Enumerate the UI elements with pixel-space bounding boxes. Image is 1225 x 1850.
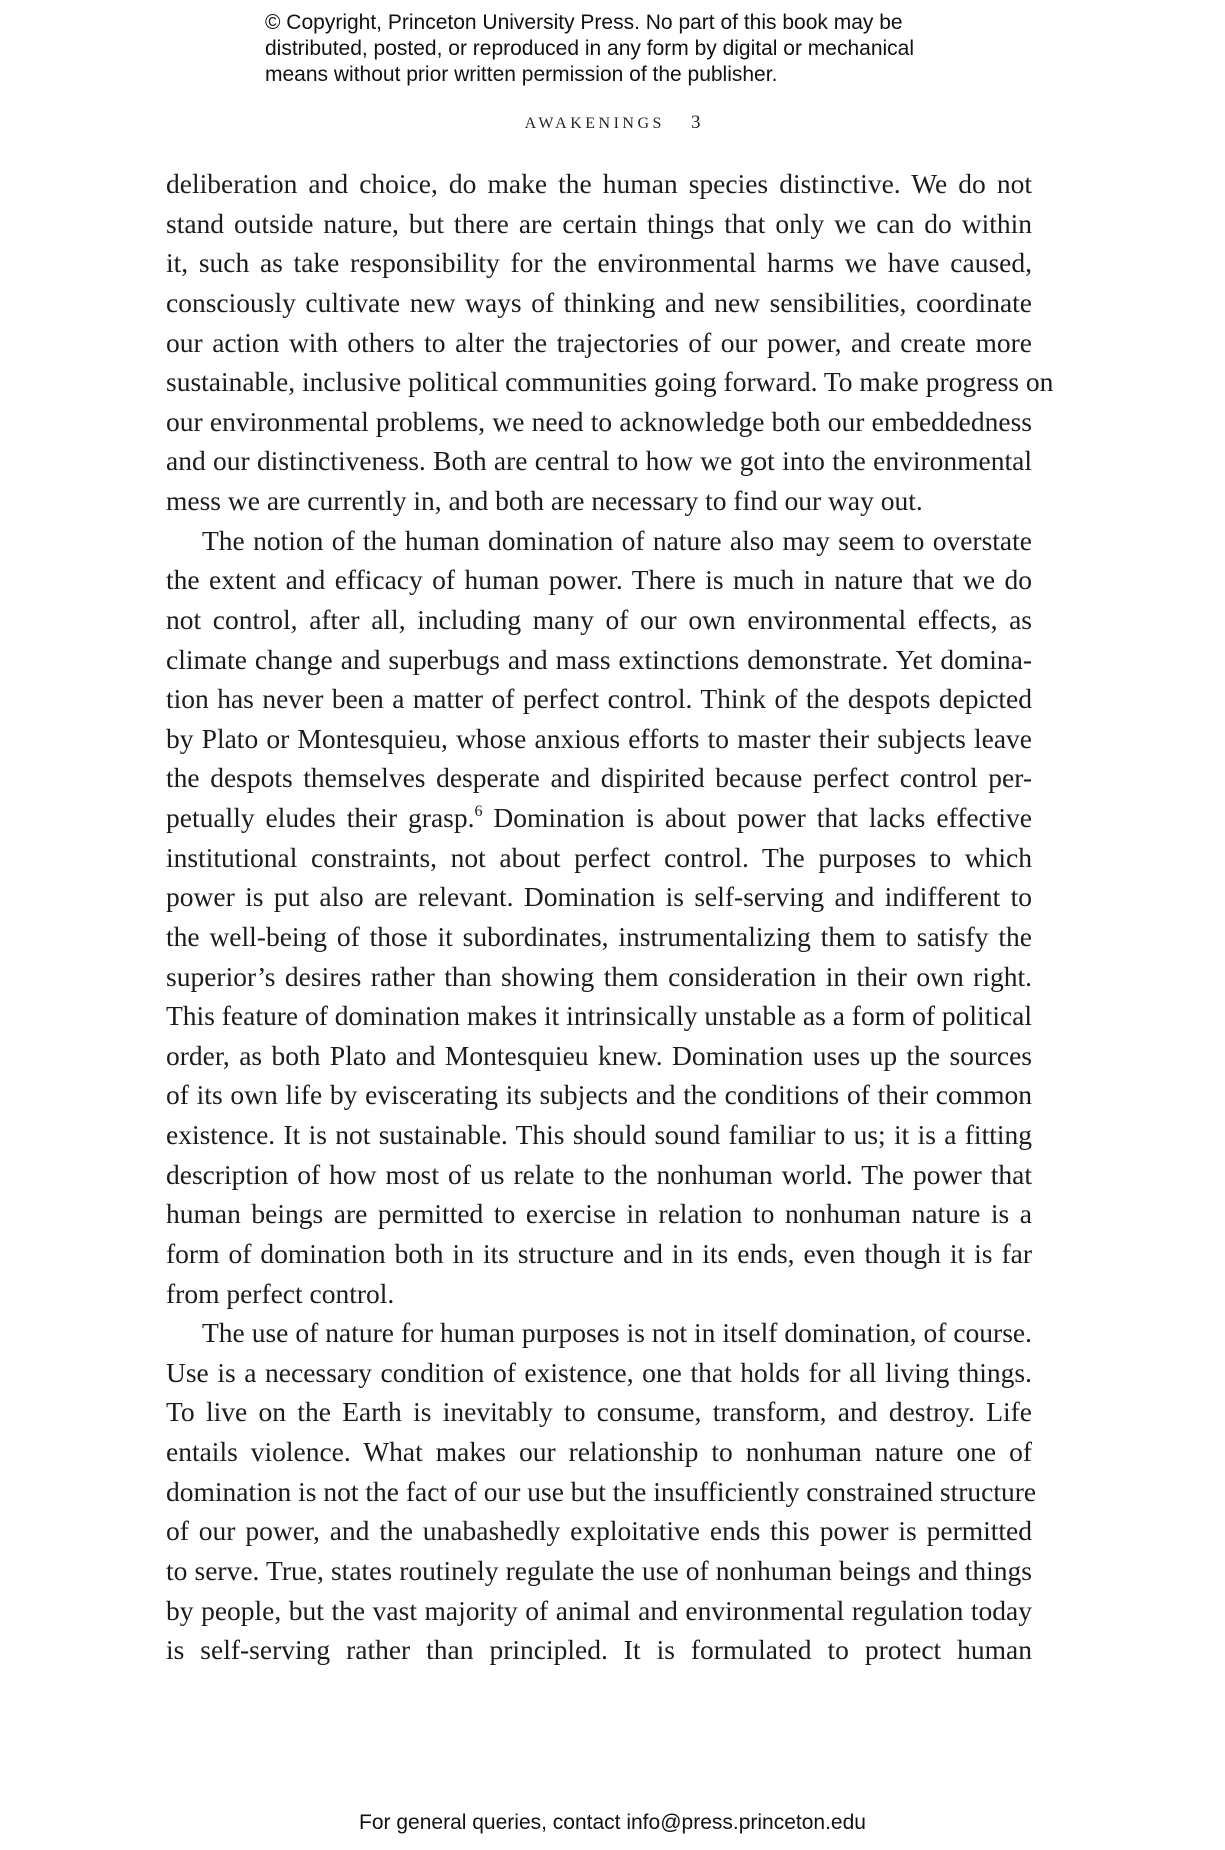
paragraph — [166, 521, 1032, 1314]
text-line: domination is not the fact of our use but the insufficiently constrained structure — [166, 1475, 1037, 1507]
text-line: consciously cultivate new ways of thinking and new sensibilities, coordinate — [166, 286, 1032, 318]
text-line: is self-serving rather than principled. It is formulated to protect human — [166, 1634, 1032, 1666]
text-line: sustainable, inclusive political communities going forward. To make progress on — [166, 366, 1054, 398]
text-line: The use of nature for human purposes is not in itself domination, of course. — [202, 1317, 1032, 1349]
text-line: This feature of domination makes it intrinsically unstable as a form of political — [166, 1000, 1033, 1032]
text-line: description of how most of us relate to the nonhuman world. The power that — [166, 1158, 1032, 1190]
text-line: the despots themselves desperate and dispirited because perfect control per- — [166, 762, 1032, 794]
text-line: The notion of the human domination of nature also may seem to overstate — [202, 524, 1032, 556]
text-line: of its own life by eviscerating its subjects and the conditions of their common — [166, 1079, 1032, 1111]
text-line: human beings are permitted to exercise in relation to nonhuman nature is a — [166, 1198, 1032, 1230]
footer-contact — [0, 1811, 1225, 1835]
text-line: the well-being of those it subordinates, instrumentalizing them to satisfy the — [166, 920, 1032, 952]
text-line: climate change and superbugs and mass extinctions demonstrate. Yet domina- — [166, 643, 1032, 675]
copyright-line: © Copyright, Princeton University Press. No part of this book may be — [265, 11, 903, 34]
text-line-with-footnote — [166, 798, 1032, 838]
paragraph — [166, 164, 1054, 521]
text-line: power is put also are relevant. Domination is self-serving and indifferent to — [166, 881, 1032, 913]
text-line: of our power, and the unabashedly exploitative ends this power is permitted — [166, 1515, 1032, 1547]
text-segment: Domination is about power that lacks effective — [482, 802, 1032, 833]
text-line: the extent and efficacy of human power. There is much in nature that we do — [166, 564, 1032, 596]
text-line: entails violence. What makes our relationship to nonhuman nature one of — [166, 1436, 1032, 1467]
text-segment: petually eludes their grasp. — [166, 802, 475, 833]
text-line: to serve. True, states routinely regulate the use of nonhuman beings and things — [166, 1554, 1032, 1586]
text-line: by people, but the vast majority of animal and environmental regulation today — [166, 1594, 1032, 1626]
text-line: existence. It is not sustainable. This should sound familiar to us; it is a fitting — [166, 1119, 1032, 1150]
running-head — [0, 112, 1225, 134]
text-line: it, such as take responsibility for the environmental harms we have caused, — [166, 247, 1032, 279]
text-line: institutional constraints, not about perfect control. The purposes to which — [166, 841, 1032, 873]
copyright-line: means without prior written permission of the publisher. — [265, 63, 778, 86]
paragraph — [166, 1313, 1037, 1670]
footnote-reference[interactable]: 6 — [474, 803, 483, 820]
text-line: by Plato or Montesquieu, whose anxious efforts to master their subjects leave — [166, 722, 1032, 754]
text-line: our action with others to alter the trajectories of our power, and create more — [166, 326, 1032, 358]
page-number: 3 — [690, 112, 701, 133]
text-line: deliberation and choice, do make the human species distinctive. We do not — [166, 168, 1032, 199]
text-line: To live on the Earth is inevitably to consume, transform, and destroy. Life — [166, 1396, 1032, 1428]
text-line: Use is a necessary condition of existence, one that holds for all living things. — [166, 1356, 1032, 1388]
contact-text: For general queries, contact info@press.princeton.edu — [359, 1811, 866, 1834]
text-line: mess we are currently in, and both are necessary to find our way out. — [166, 485, 923, 516]
text-line: and our distinctiveness. Both are central to how we got into the environmental — [166, 445, 1032, 477]
copyright-line: distributed, posted, or reproduced in any form by digital or mechanical — [265, 37, 915, 60]
text-line: not control, after all, including many of our own environmental effects, as — [166, 603, 1032, 635]
chapter-title: AWAKENINGS — [524, 115, 665, 132]
text-line: stand outside nature, but there are certain things that only we can do within — [166, 207, 1032, 239]
body-text — [166, 164, 1054, 1670]
text-line: superior’s desires rather than showing them consideration in their own right. — [166, 960, 1032, 992]
text-line: form of domination both in its structure and in its ends, even though it is far — [166, 1237, 1032, 1269]
text-line: from perfect control. — [166, 1277, 395, 1309]
text-line: order, as both Plato and Montesquieu knew. Domination uses up the sources — [166, 1039, 1032, 1071]
text-line: tion has never been a matter of perfect control. Think of the despots depicted — [166, 683, 1032, 715]
copyright-notice — [265, 10, 1025, 88]
text-line: our environmental problems, we need to acknowledge both our embeddedness — [166, 405, 1032, 437]
